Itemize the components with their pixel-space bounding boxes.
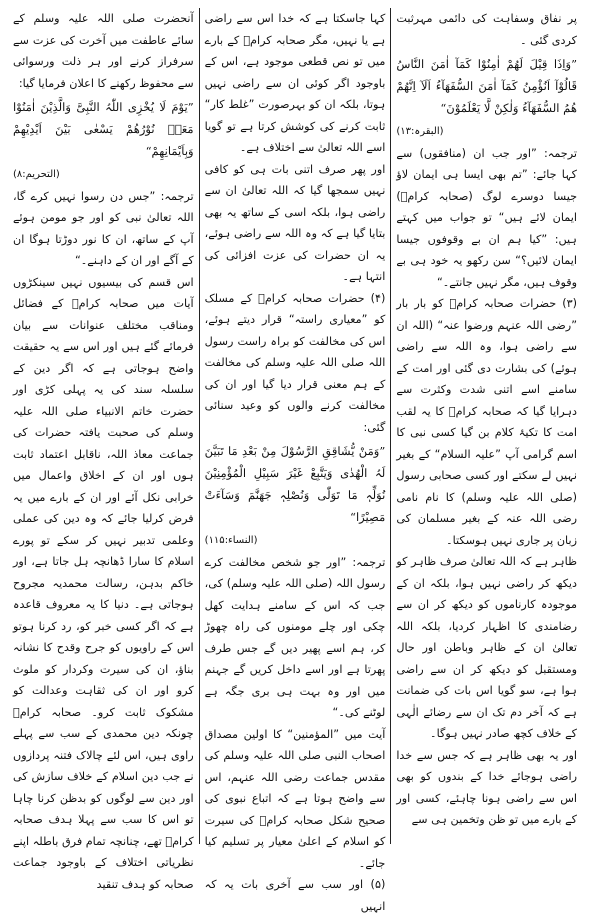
paragraph: پر نفاق وسفاہت کی دائمی مہرثبت کردی گئی ۔ (396, 12, 577, 47)
column-left (8, 8, 199, 891)
paragraph: آنحضرت صلی اللہ علیہ وسلم کے سائے عاطفت میں آخرت کی عزت سے سرفراز کرنے اور ہر ذلت ورسوائی سے محفوظ رکھنے کا اعلان فرمایا گیا: (12, 12, 194, 90)
verse-reference: (التحریم:۸) (12, 169, 60, 180)
quran-verse: ”یَوْمَ لَا یُخْزِی اللّٰہُ النَّبِیَّ وَالَّذِیْنَ اٰمَنُوْا مَعَہٗ نُوْرُھُمْ یَسْعٰی بَیْنَ اَیْدِیْھِمْ وَبِاَیْمَانِھِمْ“ (12, 100, 194, 158)
column-right (391, 8, 582, 844)
paragraph: اور یہ بھی ظاہر ہے کہ جس سے خدا راضی ہوجائے خدا کے بندوں کو بھی اس سے راضی ہونا چاہئے، کسی اور کے بارے میں تو ظن وتخمین ہی سے (396, 748, 577, 826)
paragraph: آیت میں ”المؤمنین“ کا اولین مصداق اصحاب النبی صلی اللہ علیہ وسلم کی مقدس جماعت رضی اللہ عنہم، اس سے واضح ہوتا ہے کہ اتباع نبوی کی صحیح شکل صحابہ کرامؓ کی سیرت کو اسلام کے اعلیٰ معیار پر تسلیم کیا جائے۔ (204, 727, 386, 870)
column-divider (199, 8, 200, 844)
paragraph: ترجمہ: ”اور جو شخص مخالفت کرے رسول اللہ (صلی اللہ علیہ وسلم) کی، جب کہ اس کے سامنے ہدایت کھل چکی اور چلے مومنوں کی راہ چھوڑ کر، ہم اسے پھیر دیں گے جس طرف پھرتا ہے اور اسے داخل کریں گے جہنم میں اور وہ بہت ہی بری جگہ ہے لوٹنے کی۔“ (204, 555, 386, 719)
paragraph: (۵) اور سب سے آخری بات یہ کہ انہیں (204, 878, 386, 913)
paragraph: کہا جاسکتا ہے کہ خدا اس سے راضی ہے یا نہیں، مگر صحابہ کرامؓ کے بارے میں تو نص قطعی موجود ہے، اس کے باوجود اگر کوئی ان سے راضی نہیں ہوتا، بلکہ ان کو بہرصورت ”غلط کار“ ثابت کرنے کی کوشش کرتا ہے تو گویا اسے اللہ تعالیٰ سے اختلاف ہے۔ (204, 12, 386, 154)
paragraph: (۳) حضرات صحابہ کرامؓ کو بار بار ”رضی اللہ عنہم ورضوا عنہ“ (اللہ ان سے راضی ہوا، وہ اللہ سے راضی ہوئے) کی بشارت دی گئی اور امت کے سامنے اسے اتنی شدت وکثرت سے دہرایا گیا کہ صحابہ کرامؓ کا یہ لقب امت کا تکیۂ کلام بن گیا کسی نبی کا اسم گرامی آپ ”علیہ السلام“ کے بغیر نہیں لے سکتے اور کسی صحابی رسول (صلی اللہ علیہ وسلم) کا نام نامی رضی اللہ عنہ کے بغیر مسلمان کی زبان پر جاری نہیں ہوسکتا۔ (396, 297, 577, 547)
text-columns (8, 8, 582, 913)
paragraph: ظاہر ہے کہ اللہ تعالیٰ صرف ظاہر کو دیکھ کر راضی نہیں ہوا، بلکہ ان کے موجودہ کارناموں کو دیکھ کر ان سے رضامندی کا اظہار کردیا، بلکہ اللہ تعالیٰ ان کے ظاہر وباطن اور حال ومستقبل کو دیکھ کر ان سے راضی ہوا ہے، سو گویا اس بات کی ضمانت ہے کہ آخر دم تک ان سے رضائے الٰہی کے خلاف کچھ صادر نہیں ہوگا۔ (396, 555, 577, 740)
column-divider (390, 8, 391, 844)
paragraph: اور پھر صرف اتنی بات ہی کو کافی نہیں سمجھا گیا کہ اللہ تعالیٰ ان سے راضی ہوا، بلکہ اسی کے ساتھ یہ بھی بتایا گیا ہے کہ وہ اللہ سے راضی ہوئے، یہ ان حضرات کی عزت افزائی کی انتہا ہے۔ (204, 162, 386, 283)
paragraph: ترجمہ: ”اور جب ان (منافقوں) سے کہا جائے: ”تم بھی ایسا ہی ایمان لاؤ جیسا دوسرے لوگ (صحابہ کرامؓ) ایمان لائے ہیں“ تو جواب میں کہتے ہیں: ”کیا ہم ان بے وقوفوں جیسا ایمان لائیں؟“ سن رکھو یہ خود ہی بے وقوف ہیں، مگر نہیں جانتے۔“ (396, 146, 577, 289)
paragraph: ترجمہ: ”جس دن رسوا نہیں کرے گا، اللہ تعالیٰ نبی کو اور جو مومن ہوئے آپ کے ساتھ، ان کا نور دوڑتا ہوگا ان کے آگے اور ان کے داہنے۔“ (12, 189, 194, 267)
paragraph: اس قسم کی بیسیوں نہیں سینکڑوں آیات میں صحابہ کرامؓ کے فضائل ومناقب مختلف عنوانات سے بیان فرمائے گئے ہیں اور اس سے یہ حقیقت واضح ہوجاتی ہے کہ اگر دین کے سلسلہ سند کی یہ پہلی کڑی اور حضرت خاتم الانبیاء صلی اللہ علیہ وسلم کی صحبت یافتہ حضرات کی جماعت معاذ اللہ، ناقابل اعتماد ثابت ہوں اور ان کے اخلاق واعمال میں خرابی نکل آئے اور ان کے بارے میں یہ فرض کرلیا جائے کہ وہ دین کی عملی وعلمی تدبیر نہیں کر سکے تو پورے اسلام کا سارا ڈھانچہ ہل جاتا ہے، اور خاکم بدہن، رسالت محمدیہ مجروح ہوجاتی ہے۔ دنیا کا یہ معروف قاعدہ ہے کہ اگر کسی خبر کو، رد کرنا ہوتو اس کے راویوں کو جرح وقدح کا نشانہ بناؤ، ان کی سیرت وکردار کو ملوث کرو اور ان کی ثقاہت وعدالت کو مشکوک ثابت کرو۔ صحابہ کرامؓ چونکہ دین محمدی کے سب سے پہلے راوی ہیں، اس لئے چالاک فتنہ پردازوں نے جب دین اسلام کے خلاف سازش کی اور دین سے لوگوں کو بدظن کرنا چاہا تو اس کا سب سے پہلا ہدف صحابہ کرامؓ تھے، چنانچہ تمام فرق باطلہ اپنے نظریاتی اختلاف کے باوجود جماعت صحابہ کو ہدف تنقید (12, 275, 194, 891)
quran-verse: ”وَمَنْ یُّشَاقِقِ الرَّسُوْلَ مِنْ بَعْدِ مَا تَبَیَّنَ لَہُ الْھُدٰی وَیَتَّبِعْ غَیْرَ سَبِیْلِ الْمُؤْمِنِیْنَ نُوَلِّہٖ مَا تَوَلّٰی وَنُصْلِہٖ جَھَنَّمَ وَسَآءَتْ مَصِیْرًا“ (204, 444, 386, 524)
paragraph: (۴) حضرات صحابہ کرامؓ کے مسلک کو ”معیاری راستہ“ قرار دیتے ہوئے، اس کی مخالفت کو براہ راست رسول اللہ صلی اللہ علیہ وسلم کی مخالفت کے ہم معنی قرار دیا گیا اور ان کی مخالفت کرنے والوں کو وعید سنائی گئی: (204, 291, 386, 434)
column-middle (200, 8, 391, 913)
verse-reference: (البقرہ:۱۳) (396, 126, 444, 137)
verse-reference: (النساء:۱۱۵) (204, 535, 258, 546)
quran-verse: ”وَاِذَا قِیْلَ لَھُمْ اٰمِنُوْا کَمَآ اٰمَنَ النَّاسُ قَالُوْآ اَنُؤْمِنُ کَمَآ اٰمَنَ السُّفَھَآءُ اَلَآ اِنَّھُمْ ھُمُ السُّفَھَآءُ وَلٰکِنْ لَّا یَعْلَمُوْنَ“ (396, 57, 577, 115)
